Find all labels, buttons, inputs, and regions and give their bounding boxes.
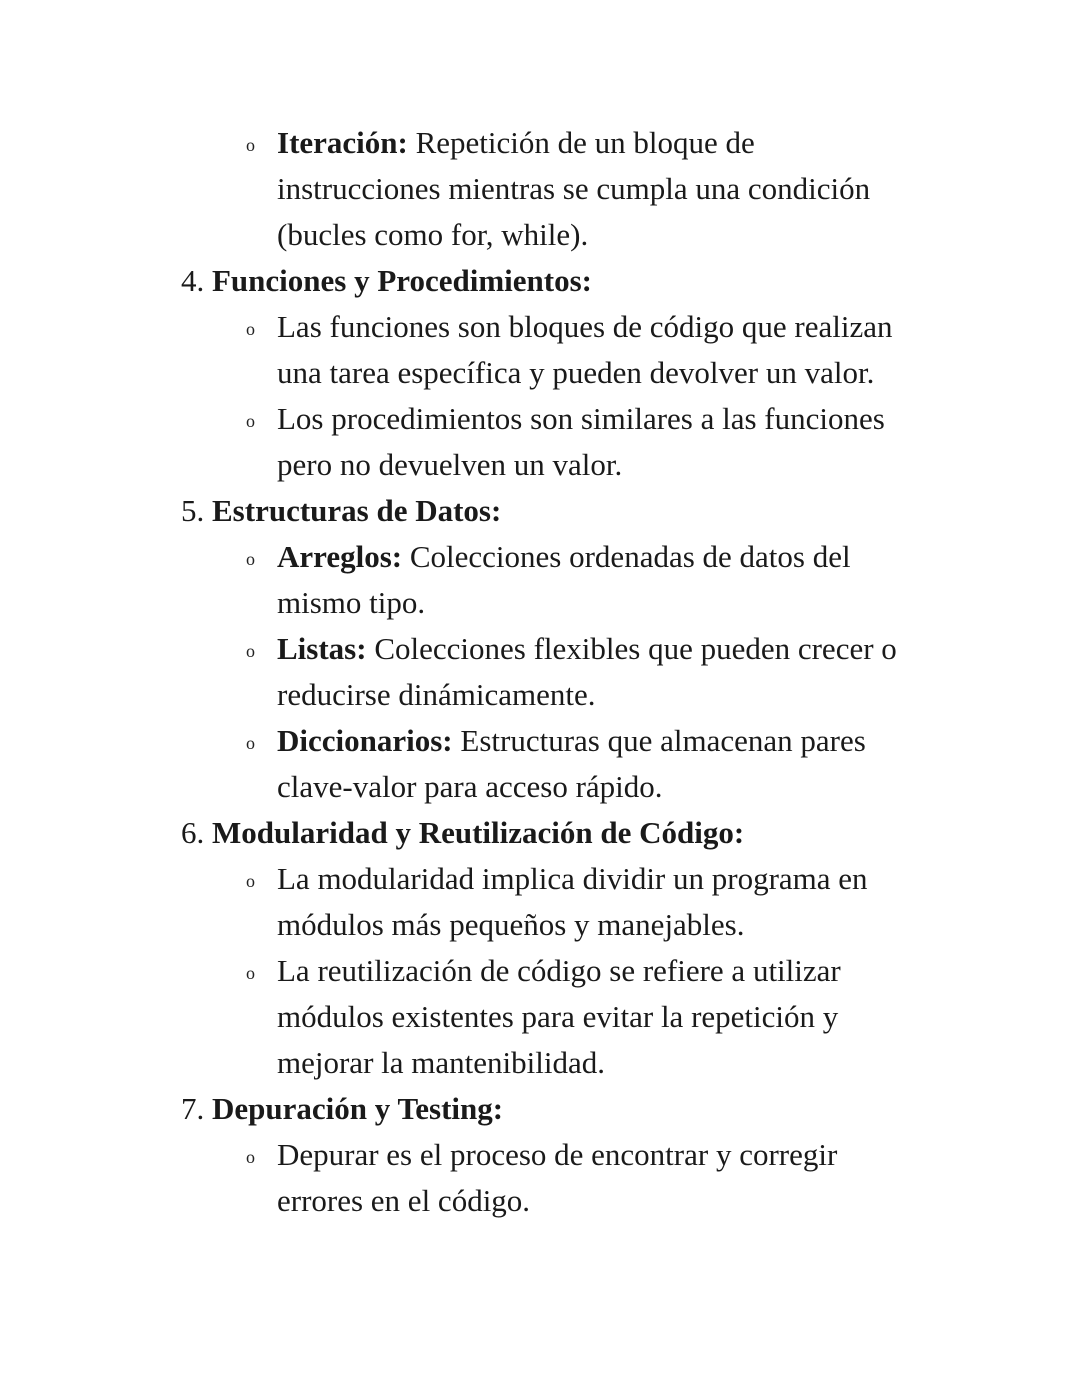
section-number: 7. <box>181 1091 205 1126</box>
text-line: (bucles como for, while). <box>277 217 589 252</box>
section-title: Depuración y Testing: <box>212 1091 504 1126</box>
list-item <box>0 948 1080 994</box>
bullet-icon: o <box>246 411 255 431</box>
section-title: Modularidad y Reutilización de Código: <box>212 815 745 850</box>
section-number: 6. <box>181 815 205 850</box>
section-heading <box>0 810 1080 856</box>
list-item <box>0 304 1080 350</box>
text: Las funciones son bloques de código que realizan <box>277 309 893 344</box>
bullet-icon: o <box>246 549 255 569</box>
term: Diccionarios: <box>277 723 453 758</box>
text: Colecciones ordenadas de datos del <box>409 539 851 574</box>
text-line: mejorar la mantenibilidad. <box>277 1045 605 1080</box>
text-line: una tarea específica y pueden devolver un valor. <box>277 355 875 390</box>
text-line: mismo tipo. <box>277 585 426 620</box>
text-line: instrucciones mientras se cumpla una condición <box>277 171 871 206</box>
section-title: Funciones y Procedimientos: <box>212 263 593 298</box>
section-number: 5. <box>181 493 205 528</box>
document-page <box>0 120 1080 1224</box>
text: Los procedimientos son similares a las funciones <box>277 401 885 436</box>
bullet-icon: o <box>246 319 255 339</box>
bullet-icon: o <box>246 871 255 891</box>
term: Listas: <box>277 631 367 666</box>
bullet-icon: o <box>246 135 255 155</box>
text-line: módulos existentes para evitar la repetición y <box>277 999 839 1034</box>
text-line: errores en el código. <box>277 1183 531 1218</box>
text: Estructuras que almacenan pares <box>460 723 866 758</box>
text-line: pero no devuelven un valor. <box>277 447 623 482</box>
list-item <box>0 1132 1080 1178</box>
section-number: 4. <box>181 263 205 298</box>
bullet-icon: o <box>246 1147 255 1167</box>
list-item <box>0 534 1080 580</box>
bullet-icon: o <box>246 733 255 753</box>
text-line: clave-valor para acceso rápido. <box>277 769 663 804</box>
list-item <box>0 626 1080 672</box>
list-item <box>0 396 1080 442</box>
section-heading <box>0 258 1080 304</box>
section-heading <box>0 488 1080 534</box>
list-item <box>0 120 1080 166</box>
section-title: Estructuras de Datos: <box>212 493 502 528</box>
text: Repetición de un bloque de <box>415 125 755 160</box>
text: Depurar es el proceso de encontrar y corregir <box>277 1137 838 1172</box>
term: Arreglos: <box>277 539 403 574</box>
bullet-icon: o <box>246 963 255 983</box>
section-heading <box>0 1086 1080 1132</box>
text: Colecciones flexibles que pueden crecer o <box>374 631 897 666</box>
list-item <box>0 718 1080 764</box>
text: La reutilización de código se refiere a utilizar <box>277 953 841 988</box>
text-line: módulos más pequeños y manejables. <box>277 907 745 942</box>
text: La modularidad implica dividir un programa en <box>277 861 868 896</box>
bullet-icon: o <box>246 641 255 661</box>
text-line: reducirse dinámicamente. <box>277 677 596 712</box>
list-item <box>0 856 1080 902</box>
term: Iteración: <box>277 125 408 160</box>
